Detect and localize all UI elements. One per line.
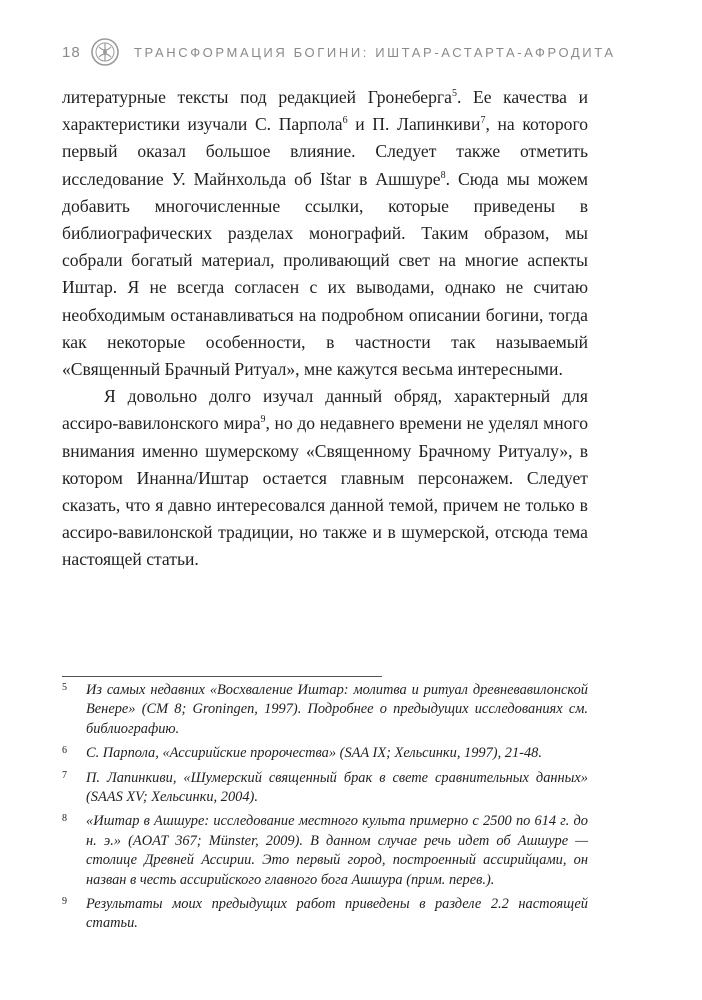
footnote-number: 9	[62, 896, 67, 908]
footnote-ref-8: 8	[440, 169, 446, 181]
footnote-ref-7: 7	[480, 115, 486, 127]
footnote-5	[62, 681, 588, 739]
running-title: ТРАНСФОРМАЦИЯ БОГИНИ: ИШТАР-АСТАРТА-АФРОДИТА	[134, 44, 616, 60]
footnote-7	[62, 769, 588, 808]
text-run: , но до недавнего времени не уделял много внимания именно шумерскому «Священному Брачному Ритуалу», в котором Инанна/Иштар остается главным персонажем. Следует сказать, что я давно интересовался данной темой, причем не только в ассиро-вавилонской традиции, но также и в шумерской, отсюда тема настоящей статьи.	[62, 413, 588, 570]
footnote-text: Из самых недавних «Восхваление Иштар: молитва и ритуал древневавилонской Венере» (CM 8; Groningen, 1997). Подробнее о предыдущих исследованиях см. библиографию.	[86, 682, 588, 737]
footnote-ref-6: 6	[342, 115, 348, 127]
footnote-number: 7	[62, 769, 67, 781]
footnote-number: 6	[62, 745, 67, 757]
footnote-text: С. Парпола, «Ассирийские пророчества» (SAA IX; Хельсинки, 1997), 21-48.	[86, 745, 542, 762]
paragraph-2	[62, 383, 588, 573]
footnote-divider	[62, 676, 382, 677]
text-run: . Сюда мы можем добавить многочисленные ссылки, которые приведены в библиографических разделах монографий. Таким образом, мы собрали богатый материал, проливающий свет на многие аспекты Иштар. Я не всегда согласен с их выводами, однако не считаю необходимым останавливаться на подробном описании богини, тогда как некоторые особенности, в частности так называемый «Священный Брачный Ритуал», мне кажутся весьма интересными.	[62, 168, 588, 380]
text-run: . Ее качества и характеристики изучали С. Парпола	[62, 87, 588, 135]
text-run: литературные тексты под редакцией Гронеберга	[62, 87, 452, 107]
main-text	[62, 84, 588, 574]
footnote-ref-9: 9	[260, 414, 266, 426]
footnote-number: 5	[62, 682, 67, 693]
footnote-ref-5: 5	[451, 88, 457, 100]
footnote-number: 8	[62, 813, 67, 825]
text-run: , на которого первый оказал большое влияние. Следует также отметить исследование У. Майнхольда об Ištar в Ашшуре	[62, 114, 589, 189]
footnotes	[62, 681, 588, 939]
ornamental-emblem-icon	[90, 37, 120, 67]
footnote-text: «Иштар в Ашшуре: исследование местного культа примерно с 2500 по 614 г. до н. э.» (AOAT 367; Münster, 2009). В данном случае речь идет об Ашшуре — столице Древней Ассирии. Это первый город, построенный ассирийцами, он назван в честь ассирийского главного бога Ашшура (прим. перев.).	[86, 813, 588, 888]
running-head	[62, 38, 642, 66]
page-number: 18	[62, 43, 81, 61]
footnote-9	[62, 895, 588, 934]
footnote-8	[62, 812, 588, 890]
paragraph-1	[62, 84, 588, 383]
footnote-6	[62, 744, 588, 763]
footnote-text: Результаты моих предыдущих работ приведены в разделе 2.2 настоящей статьи.	[86, 896, 588, 932]
text-run: и П. Лапинкиви	[347, 114, 481, 135]
text-run: Я довольно долго изучал данный обряд, характерный для ассиро-вавилонского мира	[62, 386, 588, 434]
footnote-text: П. Лапинкиви, «Шумерский священный брак в свете сравнительных данных» (SAAS XV; Хельсинки, 2004).	[86, 769, 588, 806]
